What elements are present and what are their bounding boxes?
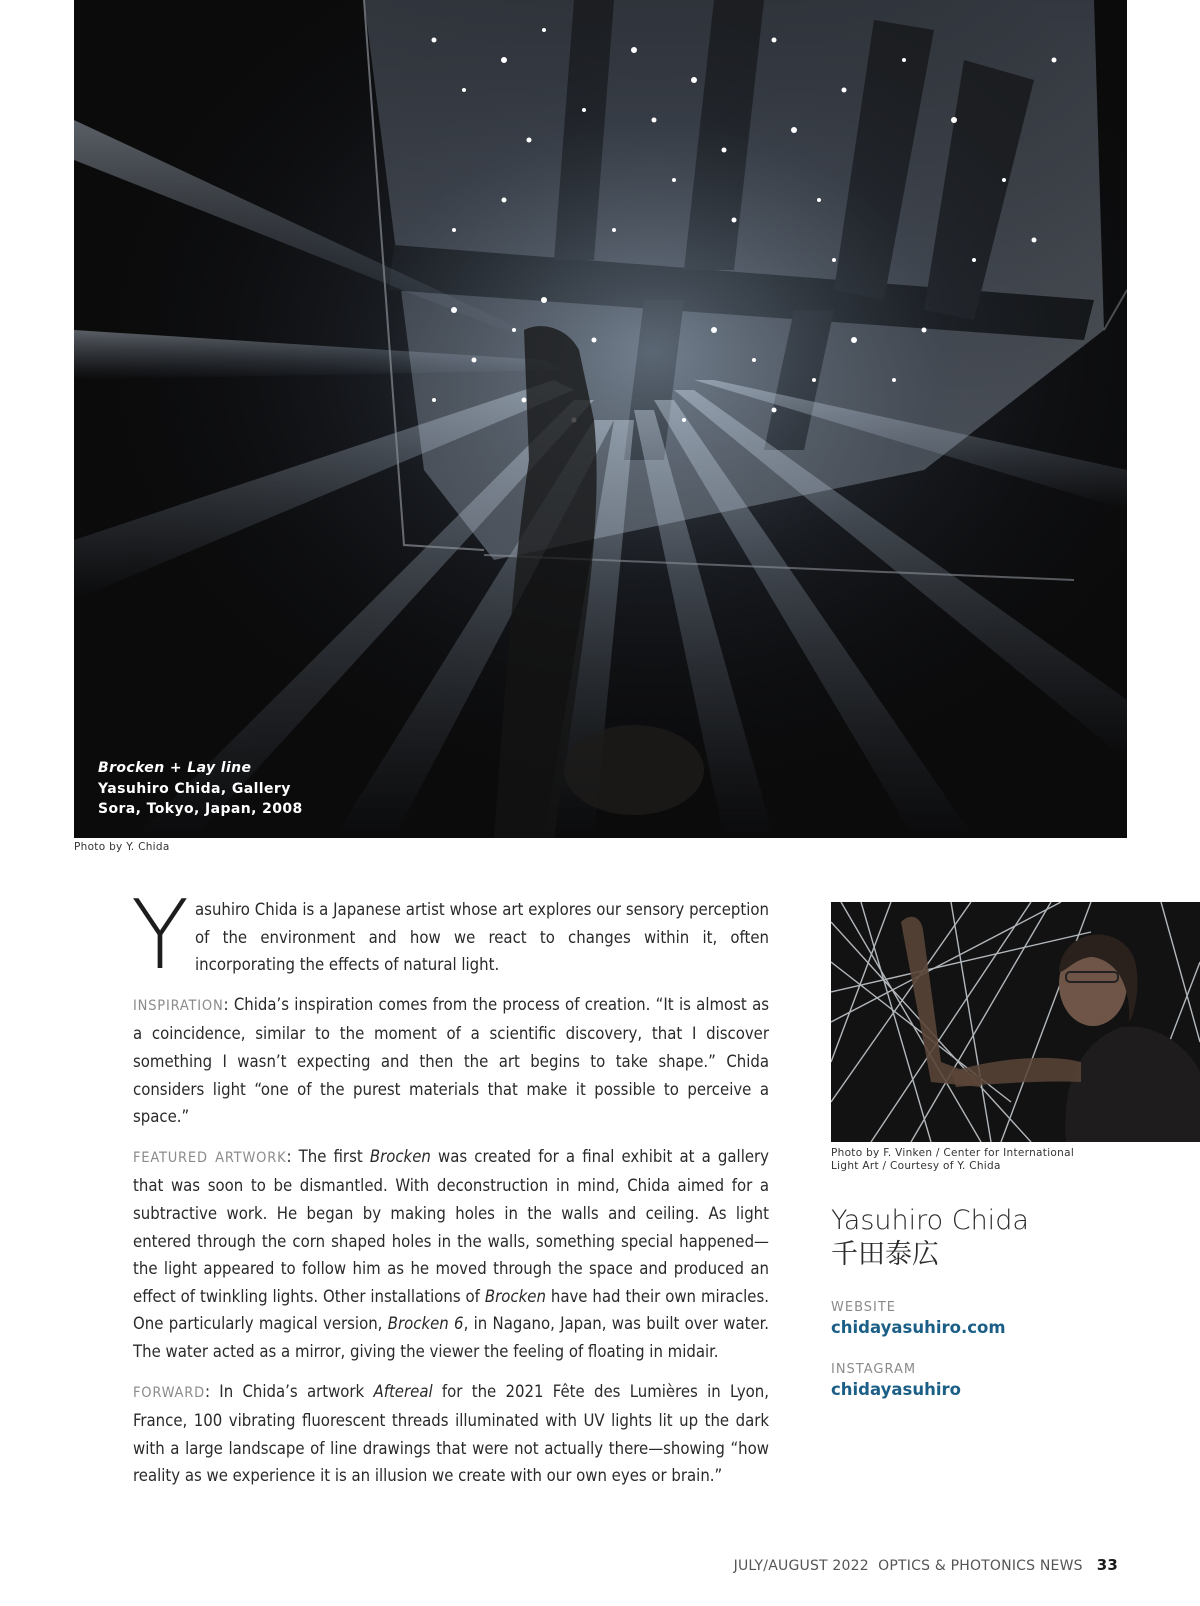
portrait-image xyxy=(831,902,1200,1142)
section-label: FEATURED ARTWORK xyxy=(133,1149,287,1166)
artwork-title: Brocken xyxy=(369,1146,431,1166)
instagram-label: INSTAGRAM xyxy=(831,1362,917,1377)
drop-cap: Y xyxy=(131,881,190,991)
artwork-title: Brocken 6 xyxy=(387,1314,464,1334)
website-link[interactable]: chidayasuhiro.com xyxy=(831,1318,1006,1337)
portrait-credit: Photo by F. Vinken / Center for International Light Art / Courtesy of Y. Chida xyxy=(831,1147,1075,1172)
artist-name-english: Yasuhiro Chida xyxy=(831,1205,1029,1236)
hero-caption xyxy=(98,758,303,820)
light-installation-image xyxy=(74,0,1127,838)
intro-paragraph xyxy=(131,881,769,991)
hero-photo-credit: Photo by Y. Chida xyxy=(74,841,170,853)
forward-paragraph: FORWARD: In Chida’s artwork Aftereal for the 2021 Fête des Lumières in Lyon, France, 100 vibrating fluorescent threads illuminated with UV lights lit up the dark with a large landscape of line drawings that were not actually there—showing “how reality as we experience it is an illusion we create with our own eyes or brain.” xyxy=(133,1381,769,1486)
artist-portrait xyxy=(831,902,1200,1142)
visitor-head xyxy=(564,725,704,815)
instagram-link[interactable]: chidayasuhiro xyxy=(831,1380,961,1399)
featured-artwork-paragraph: FEATURED ARTWORK: The first Brocken was created for a final exhibit at a gallery that was soon to be dismantled. With deconstruction in mind, Chida aimed for a subtractive work. He began by making holes in the walls and ceiling. As light entered through the corn shaped holes in the walls, something special happened—the light appeared to follow him as he moved through the space and produced an effect of twinkling lights. Other installations of Brocken have had their own miracles. One particularly magical version, Brocken 6, in Nagano, Japan, was built over water. The water acted as a mirror, giving the viewer the feeling of floating in midair. xyxy=(133,1146,770,1361)
page-footer xyxy=(734,1556,1118,1574)
artwork-title: Brocken xyxy=(484,1286,546,1306)
website-label: WEBSITE xyxy=(831,1300,896,1315)
artwork-title: Aftereal xyxy=(373,1381,433,1401)
caption-line: Yasuhiro Chida, Gallery xyxy=(98,780,291,797)
article-body xyxy=(131,881,770,1502)
intro-text: asuhiro Chida is a Japanese artist whose art explores our sensory perception of the environment and how we react to changes within it, often incorporating the effects of natural light. xyxy=(195,900,769,975)
page-number: 33 xyxy=(1096,1556,1118,1574)
artist-name-japanese: 千田泰広 xyxy=(831,1239,939,1270)
hero-photo xyxy=(74,0,1127,838)
caption-line: Sora, Tokyo, Japan, 2008 xyxy=(98,801,303,817)
section-label: FORWARD xyxy=(133,1384,205,1401)
artwork-title: Brocken + Lay line xyxy=(98,760,252,776)
section-label: INSPIRATION xyxy=(133,997,224,1014)
artist-name xyxy=(831,1204,1029,1272)
inspiration-paragraph: INSPIRATION: Chida’s inspiration comes from the process of creation. “It is almost as a coincidence, similar to the moment of a scientific discovery, that I discover something I wasn’t expecting and then the art begins to take shape.” Chida considers light “one of the purest materials that make it possible to perceive a space.” xyxy=(133,994,769,1127)
issue-info: JULY/AUGUST 2022 OPTICS & PHOTONICS NEWS xyxy=(733,1558,1083,1574)
